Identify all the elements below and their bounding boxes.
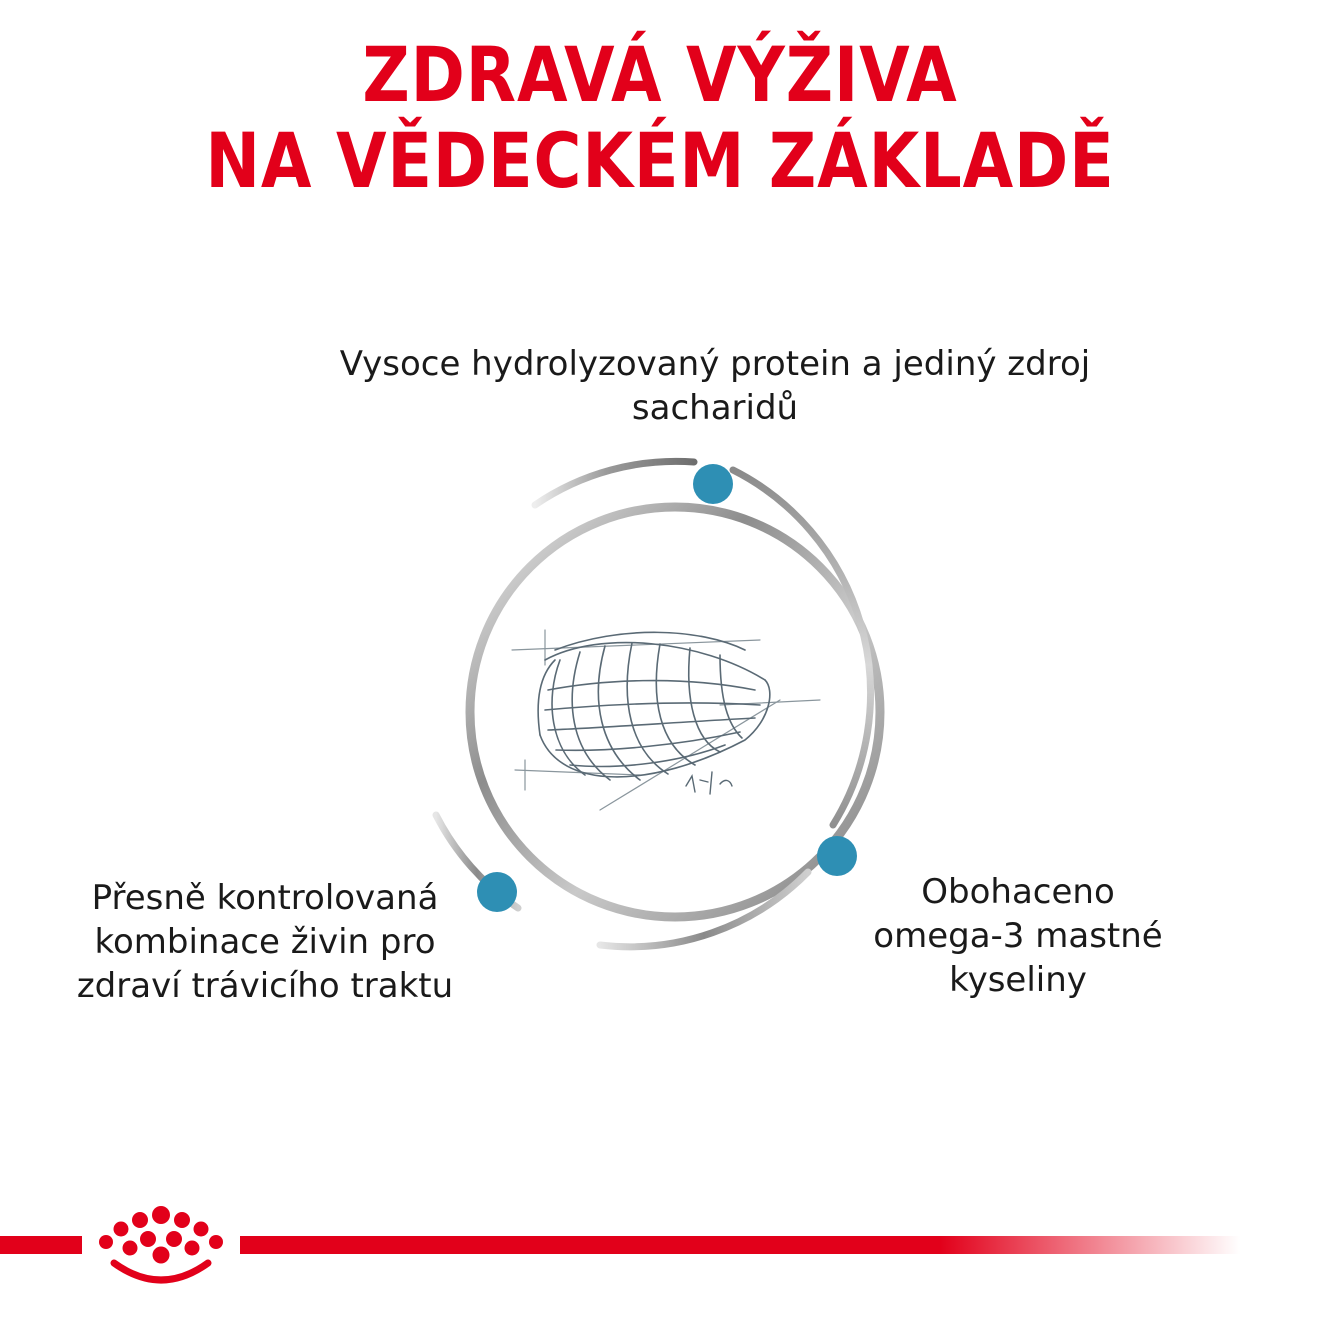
feature-right-line-2: omega-3 mastné [873,916,1163,956]
headline-line-1: ZDRAVÁ VÝŽIVA [362,30,958,119]
feature-top-line-1: Vysoce hydrolyzovaný protein a jediný zdroj [339,344,1091,384]
marker-top [693,464,733,504]
footer-line-right [240,1236,1240,1254]
feature-right-line-1: Obohaceno [921,872,1115,912]
kibble-sketch-icon [512,630,820,810]
marker-right [817,836,857,876]
feature-right-line-3: kyseliny [949,960,1087,1000]
headline-line-2: NA VĚDECKÉM ZÁKLADĚ [205,116,1115,205]
feature-left-line-1: Přesně kontrolovaná [91,878,439,918]
royal-crown-logo-icon [90,1205,232,1285]
feature-top-line-2: sacharidů [631,388,799,428]
feature-left-line-3: zdraví trávicího traktu [76,966,454,1006]
outer-arc-top [535,461,694,505]
footer-line-left [0,1236,82,1254]
feature-left-line-2: kombinace živin pro [94,922,436,962]
marker-left [477,872,517,912]
